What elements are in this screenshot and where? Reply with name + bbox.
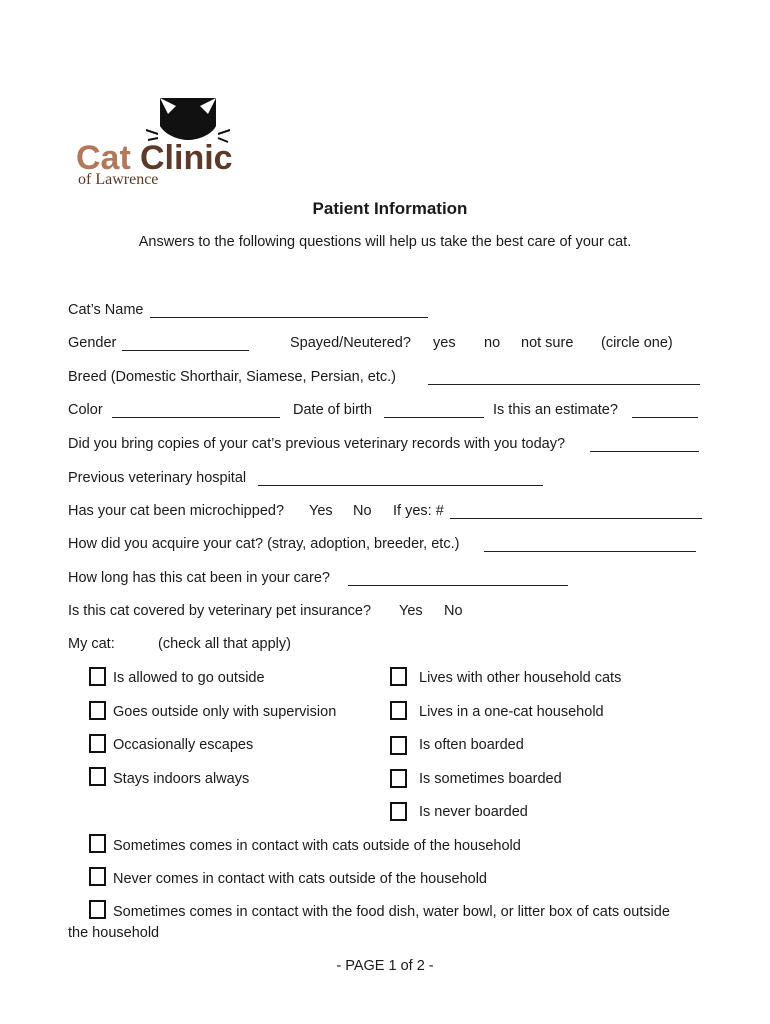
records-label: Did you bring copies of your cat’s previous veterinary records with you today?	[68, 436, 566, 452]
checkbox-never-contact[interactable]	[89, 867, 106, 886]
estimate-label: Is this an estimate?	[493, 402, 618, 418]
checkbox-label: Sometimes comes in contact with cats outside of the household	[113, 838, 521, 854]
color-field[interactable]	[112, 417, 280, 418]
checkbox-never-boarded[interactable]	[390, 802, 407, 821]
cats-name-field[interactable]	[150, 317, 428, 318]
page-footer: - PAGE 1 of 2 -	[336, 958, 434, 974]
prev-hospital-field[interactable]	[258, 485, 543, 486]
svg-text:Clinic: Clinic	[140, 139, 233, 177]
color-label: Color	[68, 402, 103, 418]
microchip-label: Has your cat been microchipped?	[68, 503, 285, 519]
checkbox-label-continued: the household	[68, 925, 160, 941]
checkbox-label: Occasionally escapes	[113, 737, 254, 753]
checkbox-shared-items[interactable]	[89, 900, 106, 919]
checkbox-occasionally-escapes[interactable]	[89, 734, 106, 753]
spayed-option-yes[interactable]: yes	[433, 335, 456, 351]
checkbox-label: Sometimes comes in contact with the food dish, water bowl, or litter box of cats outside	[113, 904, 670, 920]
checkbox-label: Never comes in contact with cats outside of the household	[113, 871, 487, 887]
checkbox-indoors-always[interactable]	[89, 767, 106, 786]
checkbox-label: Is often boarded	[419, 737, 524, 753]
checkbox-label: Is never boarded	[419, 804, 528, 820]
acquire-field[interactable]	[484, 551, 696, 552]
checkbox-sometimes-contact[interactable]	[89, 834, 106, 853]
page-title: Patient Information	[312, 199, 468, 218]
checkbox-allowed-outside[interactable]	[89, 667, 106, 686]
circle-one-note: (circle one)	[601, 335, 673, 351]
acquire-label: How did you acquire your cat? (stray, adoption, breeder, etc.)	[68, 536, 460, 552]
spayed-option-no[interactable]: no	[484, 335, 501, 351]
gender-label: Gender	[68, 335, 117, 351]
insurance-option-no[interactable]: No	[444, 603, 463, 619]
checkbox-one-cat[interactable]	[390, 701, 407, 720]
checkbox-label: Lives in a one-cat household	[419, 704, 604, 720]
gender-field[interactable]	[122, 350, 249, 351]
spayed-label: Spayed/Neutered?	[290, 335, 411, 351]
estimate-field[interactable]	[632, 417, 698, 418]
checkbox-label: Goes outside only with supervision	[113, 704, 337, 720]
breed-field[interactable]	[428, 384, 700, 385]
svg-text:Cat: Cat	[76, 139, 131, 177]
checkbox-label: Is sometimes boarded	[419, 771, 562, 787]
microchip-option-no[interactable]: No	[353, 503, 372, 519]
how-long-field[interactable]	[348, 585, 568, 586]
intro-text: Answers to the following questions will help us take the best care of your cat.	[138, 234, 632, 250]
microchip-option-yes[interactable]: Yes	[309, 503, 333, 519]
how-long-label: How long has this cat been in your care?	[68, 570, 330, 586]
dob-field[interactable]	[384, 417, 484, 418]
checkbox-label: Stays indoors always	[113, 771, 250, 787]
checkbox-other-cats[interactable]	[390, 667, 407, 686]
check-all-note: (check all that apply)	[158, 636, 291, 652]
checkbox-label: Lives with other household cats	[419, 670, 622, 686]
checkbox-sometimes-boarded[interactable]	[390, 769, 407, 788]
insurance-option-yes[interactable]: Yes	[399, 603, 423, 619]
breed-label: Breed (Domestic Shorthair, Siamese, Persian, etc.)	[68, 369, 396, 385]
spayed-option-not-sure[interactable]: not sure	[521, 335, 574, 351]
microchip-number-label: If yes: #	[393, 503, 444, 519]
microchip-number-field[interactable]	[450, 518, 702, 519]
insurance-label: Is this cat covered by veterinary pet insurance?	[68, 603, 372, 619]
checkbox-often-boarded[interactable]	[390, 736, 407, 755]
checkbox-label: Is allowed to go outside	[113, 670, 265, 686]
logo-subtitle: of Lawrence	[78, 171, 159, 188]
dob-label: Date of birth	[293, 402, 372, 418]
prev-hospital-label: Previous veterinary hospital	[68, 470, 247, 486]
checkbox-outside-supervised[interactable]	[89, 701, 106, 720]
cats-name-label: Cat’s Name	[68, 302, 144, 318]
records-field[interactable]	[590, 451, 699, 452]
my-cat-label: My cat:	[68, 636, 115, 652]
